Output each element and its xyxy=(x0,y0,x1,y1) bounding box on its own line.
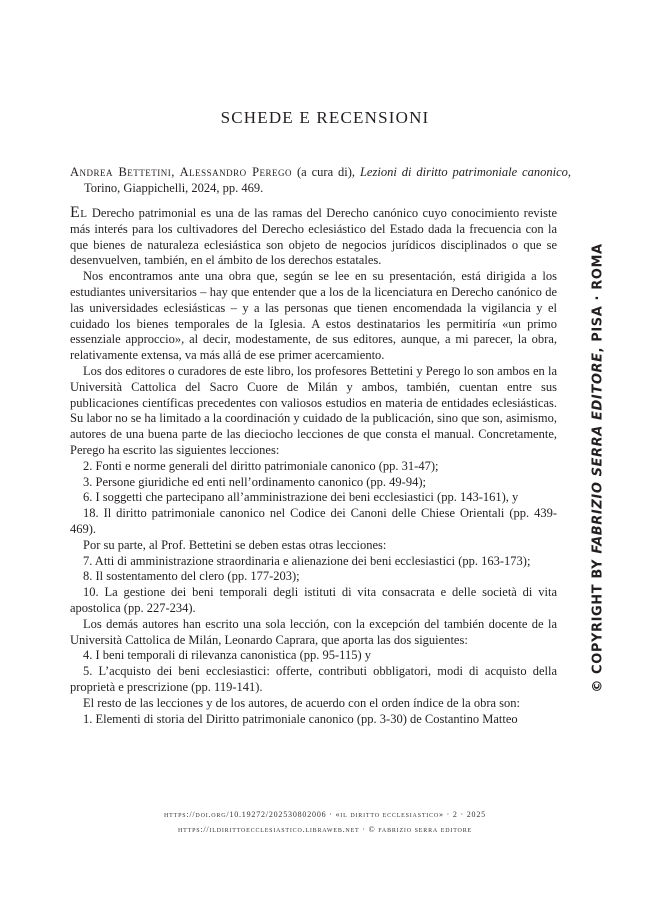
citation-publisher: , Torino, Giappichelli, 2024, pp. 469. xyxy=(84,165,571,195)
lesson-item: 3. Persone giuridiche ed enti nell’ordinamento canonico (pp. 49-94); xyxy=(83,474,426,489)
paragraph-1 xyxy=(70,205,557,269)
lesson-item: 10. La gestione dei beni temporali degli istituti di vita consacrata e delle società di vita apostolica (pp. 227-234). xyxy=(70,585,557,615)
lesson-item: 5. L’acquisto dei beni ecclesiastici: offerte, contributi obbligatori, modi di acquisto della proprietà e prescrizione (pp. 119-141). xyxy=(70,664,557,694)
paragraph-4: Por su parte, al Prof. Bettetini se deben estas otras lecciones: xyxy=(83,537,387,552)
citation-authors: Andrea Bettetini, Alessandro Perego xyxy=(70,165,293,179)
paragraph-lead: El xyxy=(70,204,88,221)
lesson-item: 18. Il diritto patrimoniale canonico nel Codice dei Canoni delle Chiese Orientali (pp. 439-469). xyxy=(70,506,557,536)
section-title: SCHEDE E RECENSIONI xyxy=(220,108,430,127)
review-body xyxy=(70,205,557,727)
lesson-item: 8. Il sostentamento del clero (pp. 177-203); xyxy=(83,569,300,584)
copyright-publisher: FABRIZIO SERRA EDITORE xyxy=(590,352,606,554)
citation-title: Lezioni di diritto patrimoniale canonico xyxy=(359,165,568,179)
paragraph-1-text: Derecho patrimonial es una de las ramas del Derecho canónico cuyo conocimiento reviste más interés para los cultivadores del Derecho eclesiástico del Estado dada la frecuencia con la que bienes de naturaleza eclesiástica son objeto de negocios jurídicos disciplinados o que se desenvuelven, también, en el ámbito de los derechos estatales. xyxy=(70,206,557,268)
lesson-item: 2. Fonti e norme generali del diritto patrimoniale canonico (pp. 31-47); xyxy=(83,458,439,473)
lesson-item: 1. Elementi di storia del Diritto patrimoniale canonico (pp. 3-30) de Costantino Matteo xyxy=(83,711,518,726)
paragraph-3: Los dos editores o curadores de este libro, los profesores Bettetini y Perego lo son ambos en la Università Cattolica del Sacro Cuore de Milán y ambos, también, cuentan entre sus publicaciones científicas precedentes con valiosos estudios en materia de entidades eclesiásticas. Su labor no se ha limitado a la coordinación y cuidado de la publicación, sino que son, asimismo, autores de una buena parte de las dieciocho lecciones de que consta el manual. Concretamente, Perego ha escrito las siguientes lecciones: xyxy=(70,363,557,457)
copyright-text xyxy=(591,243,606,692)
paragraph-6: El resto de las lecciones y de los autores, de acuerdo con el orden índice de la obra son: xyxy=(83,695,520,710)
lesson-item: 6. I soggetti che partecipano all’amministrazione dei beni ecclesiastici (pp. 143-161), y xyxy=(83,490,519,505)
paragraph-2: Nos encontramos ante una obra que, según se lee en su presentación, está dirigida a los estudiantes universitarios – hay que entender que a los de la licenciatura en Derecho canónico de las universidades eclesiásticas – y a las personas que tienen encomendada la vigilancia y el cuidado los bienes temporales de la Iglesia. A estos destinatarios les permitiría «un primo essenziale approccio», al decir, modestamente, de sus editores, aunque, a mi parecer, la obra, relativamente extensa, va más allá de ese primer acercamiento. xyxy=(70,269,557,363)
copyright-suffix: , PISA · ROMA xyxy=(590,243,606,353)
lesson-item: 4. I beni temporali di rilevanza canonistica (pp. 95-115) y xyxy=(83,648,371,663)
lesson-item: 7. Atti di amministrazione straordinaria e alienazione dei beni ecclesiastici (pp. 163-173); xyxy=(83,553,531,568)
paragraph-5: Los demás autores han escrito una sola lección, con la excepción del también docente de la Università Cattolica de Milán, Leonardo Caprara, que aporta las dos siguientes: xyxy=(70,616,557,647)
book-citation xyxy=(70,164,571,196)
citation-editor-note: (a cura di), xyxy=(292,165,360,179)
footer-doi: https://doi.org/10.19272/202530802006 · «il diritto ecclesiastico» · 2 · 2025 xyxy=(164,810,486,819)
footer-website: https://ildirittoecclesiastico.libraweb.net · © fabrizio serra editore xyxy=(178,825,472,834)
copyright-prefix: © COPYRIGHT BY xyxy=(590,553,606,693)
